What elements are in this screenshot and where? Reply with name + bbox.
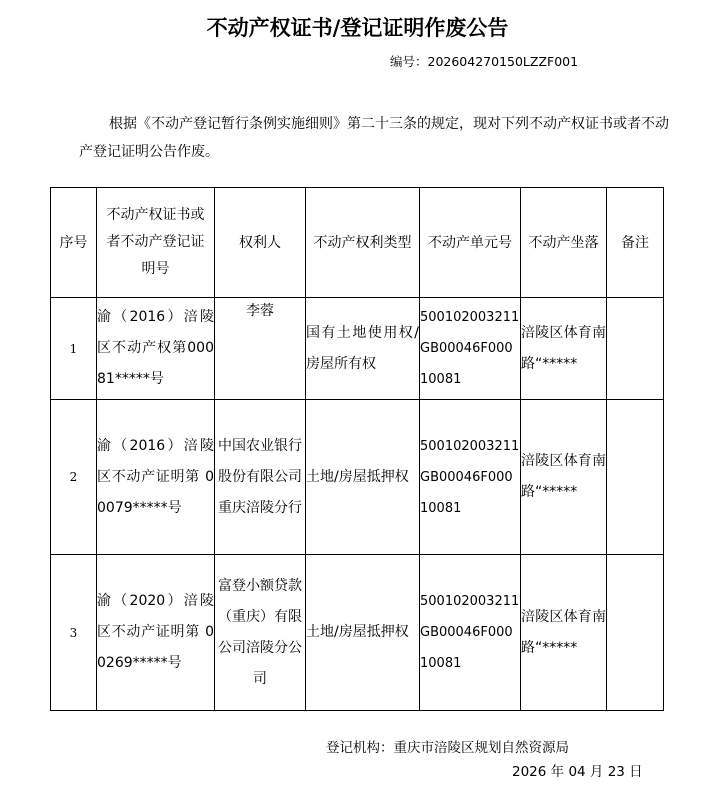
row-remark (607, 298, 664, 400)
row-seq: 2 (51, 400, 97, 555)
header-location: 不动产坐落 (521, 188, 607, 298)
row-unit-number: 500102003211GB00046F00010081 (420, 400, 521, 555)
announcement-date: 2026 年 04 月 23 日 (512, 764, 643, 780)
registration-authority: 登记机构：重庆市涪陵区规划自然资源局 (326, 740, 569, 756)
row-remark (607, 400, 664, 555)
row-remark (607, 555, 664, 711)
intro-text: 根据《不动产登记暂行条例实施细则》第二十三条的规定，现对下列不动产权证书或者不动产登记证明公告作废。 (79, 116, 669, 160)
table-row (51, 400, 664, 555)
row-right-holder: 富登小额贷款（重庆）有限公司涪陵分公司 (215, 555, 306, 711)
header-unit-number: 不动产单元号 (420, 188, 521, 298)
header-seq: 序号 (51, 188, 97, 298)
table-row (51, 298, 664, 400)
row-certificate-number: 渝（2016）涪陵区不动产权第00081*****号 (97, 298, 215, 400)
row-location: 涪陵区体育南路“***** (521, 298, 607, 400)
void-certificate-table (50, 187, 664, 711)
header-certificate-number: 不动产权证书或者不动产登记证明号 (97, 188, 215, 298)
row-seq: 3 (51, 555, 97, 711)
row-right-holder: 李蓉 (215, 298, 306, 400)
row-right-holder: 中国农业银行股份有限公司重庆涪陵分行 (215, 400, 306, 555)
notice-title: 不动产权证书/登记证明作废公告 (206, 16, 509, 40)
row-right-type: 土地/房屋抵押权 (306, 400, 420, 555)
table-header-row (51, 188, 664, 298)
row-seq: 1 (51, 298, 97, 400)
row-right-type: 国有土地使用权/房屋所有权 (306, 298, 420, 400)
row-location: 涪陵区体育南路“***** (521, 555, 607, 711)
row-certificate-number: 渝（2020）涪陵区不动产证明第 00269*****号 (97, 555, 215, 711)
row-unit-number: 500102003211GB00046F00010081 (420, 555, 521, 711)
table-row (51, 555, 664, 711)
row-unit-number: 500102003211GB00046F00010081 (420, 298, 521, 400)
header-right-holder: 权利人 (215, 188, 306, 298)
intro-paragraph (79, 110, 679, 166)
header-remark: 备注 (607, 188, 664, 298)
header-right-type: 不动产权利类型 (306, 188, 420, 298)
document-number: 编号：202604270150LZZF001 (390, 54, 579, 69)
row-location: 涪陵区体育南路“***** (521, 400, 607, 555)
row-right-type: 土地/房屋抵押权 (306, 555, 420, 711)
row-certificate-number: 渝（2016）涪陵区不动产证明第 00079*****号 (97, 400, 215, 555)
